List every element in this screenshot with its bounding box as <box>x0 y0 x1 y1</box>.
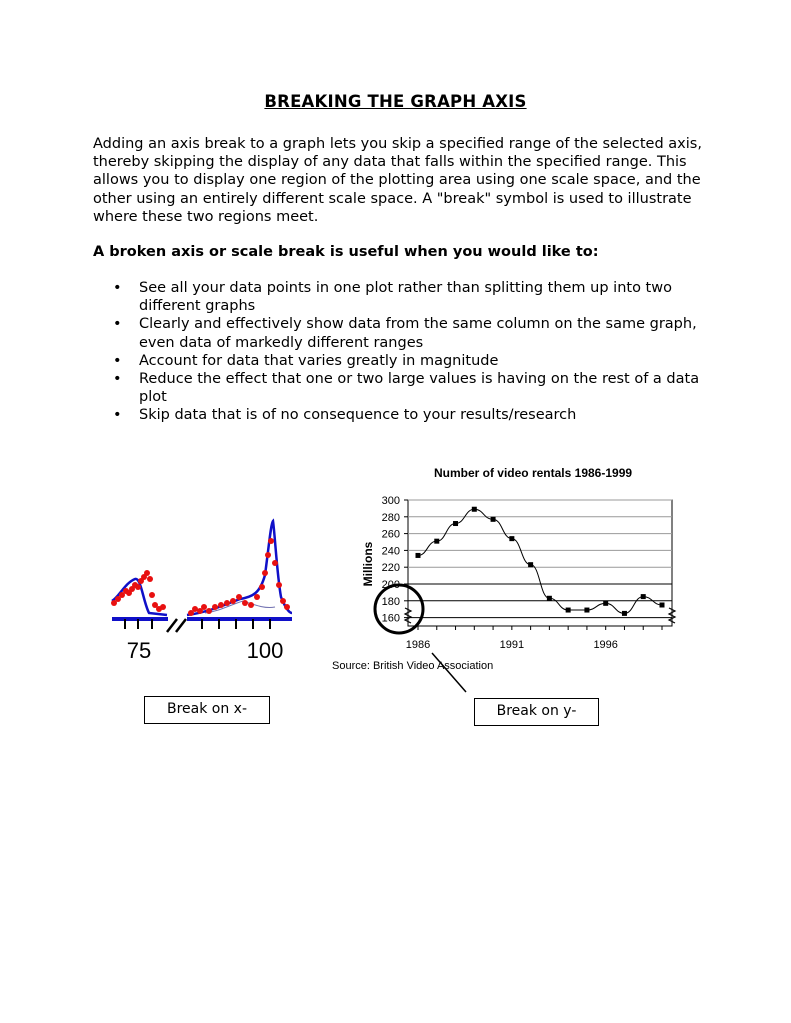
axis-break-symbol <box>167 619 186 632</box>
list-item-text: Reduce the effect that one or two large values is having on the rest of a data plot <box>139 371 700 406</box>
list-item-text: Account for data that varies greatly in magnitude <box>139 352 499 369</box>
intro-paragraph: Adding an axis break to a graph lets you skip a specified range of the selected axis, thereby skipping the display of any data that falls within the specified range. This allows you to display one region of the plotting area using one scale space, and the other using an entirely different scale space. A "break" symbol is used to illustrate where these two regions meet. <box>93 136 702 225</box>
chart-source: Source: British Video Association <box>332 660 494 672</box>
x-tick-label: 1991 <box>499 639 525 651</box>
data-point-marker <box>641 594 646 599</box>
bullet-dot-icon: • <box>113 316 122 333</box>
list-item <box>93 279 703 315</box>
chart-title: Number of video rentals 1986-1999 <box>433 466 633 480</box>
y-tick-label: 200 <box>381 579 400 591</box>
data-point-marker <box>660 603 665 608</box>
x-break-caption: Break on x- <box>144 696 270 724</box>
list-item <box>93 370 703 406</box>
x-tick-label: 100 <box>246 638 284 663</box>
y-tick-label: 220 <box>381 562 400 575</box>
data-point-marker <box>547 596 552 601</box>
y-tick-label: 240 <box>381 545 400 558</box>
data-point-marker <box>566 608 571 613</box>
highlight-circle-icon <box>375 585 423 633</box>
y-tick-label: 160 <box>381 612 400 625</box>
x-axis-left-segment <box>112 617 168 621</box>
data-point-marker <box>622 611 627 616</box>
data-point-marker <box>509 536 514 541</box>
data-point-marker <box>603 601 608 606</box>
list-item-text: See all your data points in one plot rather than splitting them up into two different graphs <box>139 280 672 315</box>
bullet-dot-icon: • <box>113 407 122 424</box>
x-tick-label: 75 <box>126 638 152 663</box>
data-point-marker <box>472 507 477 512</box>
list-item <box>93 406 703 424</box>
y-tick-label: 300 <box>381 495 400 507</box>
y-break-caption: Break on y- <box>474 698 599 726</box>
data-point-marker <box>434 539 439 544</box>
x-tick-label: 1986 <box>405 639 431 651</box>
data-point-marker <box>453 521 458 526</box>
data-point-marker <box>528 562 533 567</box>
bullet-dot-icon: • <box>113 352 122 369</box>
page-title: BREAKING THE GRAPH AXIS <box>264 92 527 111</box>
list-item <box>93 315 703 351</box>
data-point-marker <box>491 517 496 522</box>
y-tick-label: 260 <box>381 528 400 541</box>
list-item-text: Skip data that is of no consequence to your results/research <box>139 407 577 424</box>
bullet-list <box>93 279 703 425</box>
x-break-figure <box>105 505 300 665</box>
spectrum-curve-right <box>187 521 292 615</box>
data-point-marker <box>416 553 421 558</box>
x-tick-label: 1996 <box>593 639 618 651</box>
video-rentals-chart <box>326 460 686 695</box>
y-axis-label: Millions <box>361 541 375 587</box>
bullet-dot-icon: • <box>113 371 122 388</box>
bullet-dot-icon: • <box>113 280 122 296</box>
y-tick-label: 280 <box>381 511 400 524</box>
y-tick-label: 180 <box>381 595 400 608</box>
list-item-text: Clearly and effectively show data from the same column on the same graph, even data of markedly different ranges <box>139 316 697 351</box>
list-item <box>93 352 703 370</box>
data-point-marker <box>584 608 589 613</box>
subheading: A broken axis or scale break is useful when you would like to: <box>93 244 599 260</box>
pointer-line <box>432 653 466 692</box>
